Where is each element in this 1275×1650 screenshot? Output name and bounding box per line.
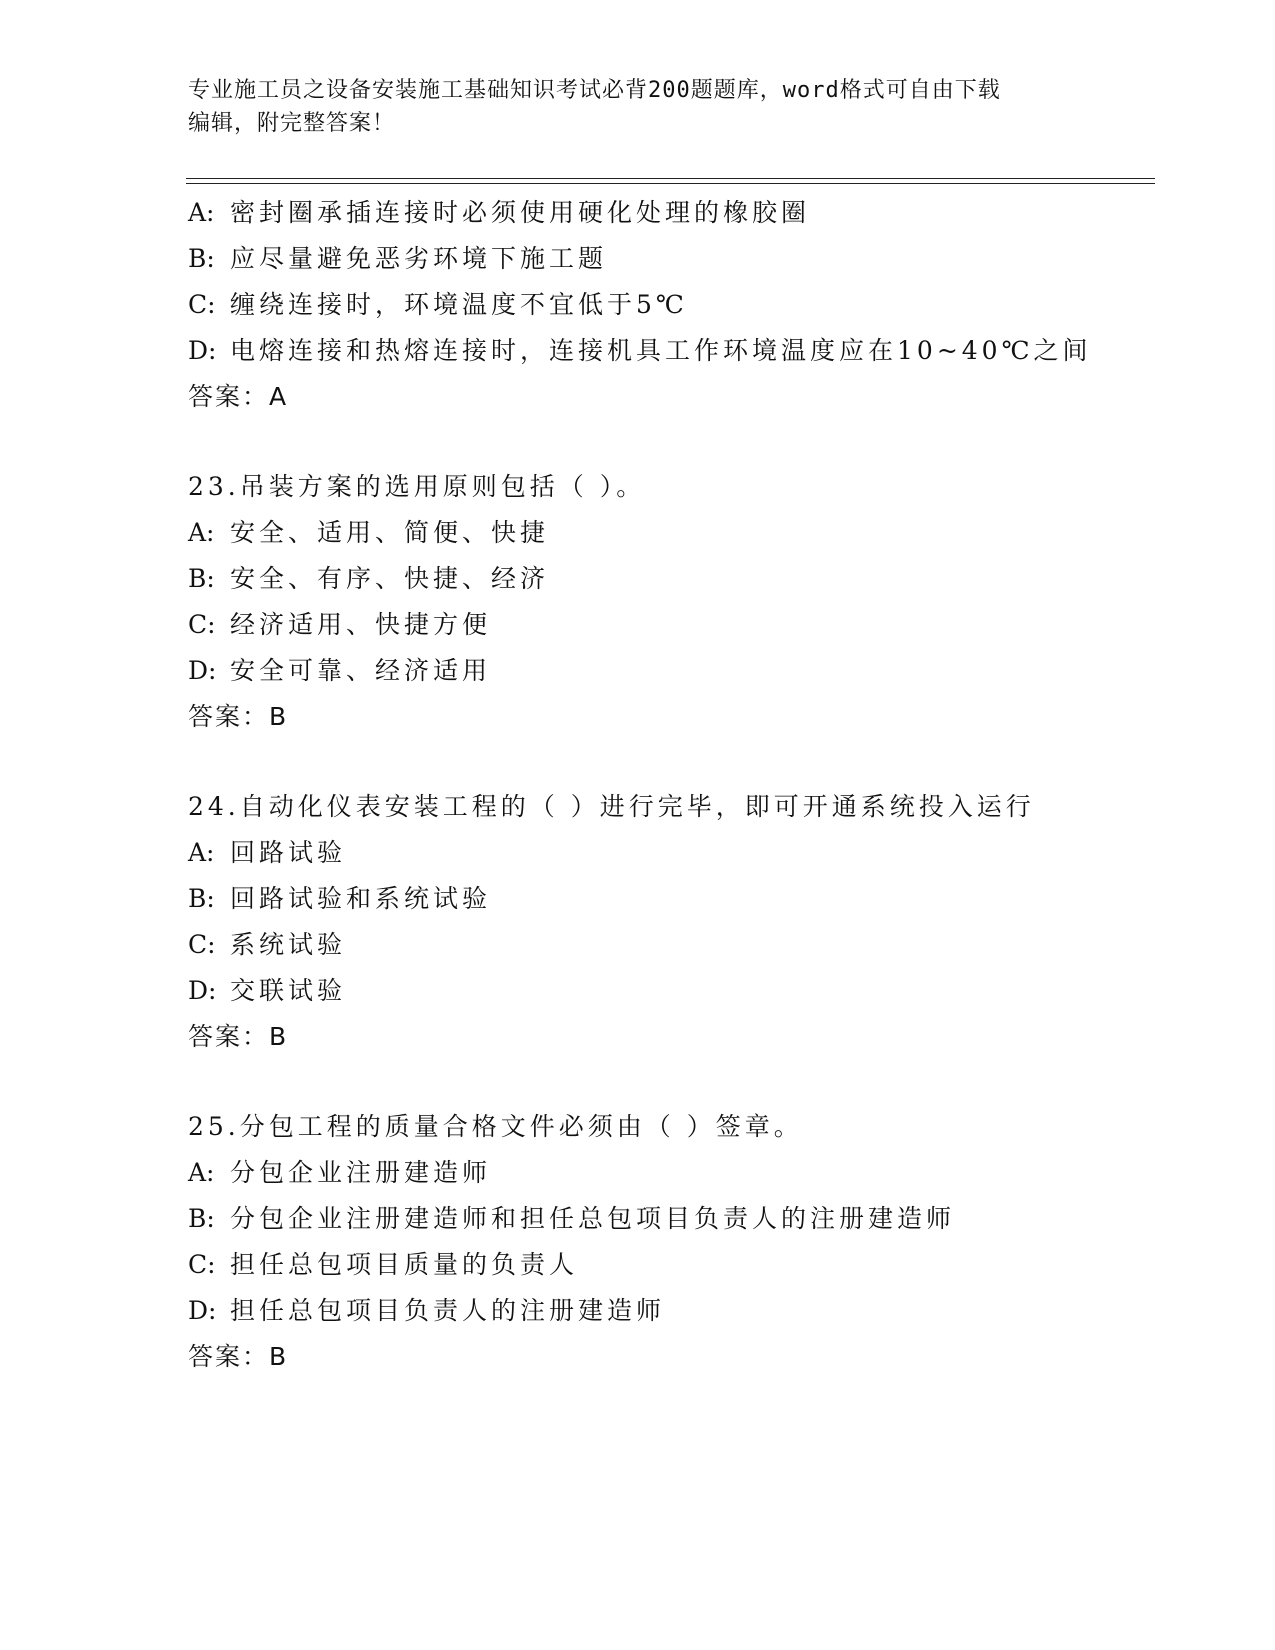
header-divider-top [186, 178, 1155, 179]
option-letter: B: [188, 884, 215, 913]
option-text: 经济适用、快捷方便 [230, 610, 492, 639]
option-b [188, 876, 1168, 922]
option-letter: D: [188, 656, 217, 685]
question-block [188, 1104, 1168, 1380]
option-letter: B: [188, 244, 215, 273]
option-letter: A: [188, 1158, 215, 1187]
option-letter: A: [188, 838, 215, 867]
option-d [188, 328, 1168, 374]
option-text: 密封圈承插连接时必须使用硬化处理的橡胶圈 [230, 198, 811, 227]
question-list [188, 190, 1168, 1424]
option-d [188, 968, 1168, 1014]
question-block [188, 464, 1168, 740]
option-letter: B: [188, 1204, 215, 1233]
option-text: 担任总包项目负责人的注册建造师 [230, 1296, 666, 1325]
answer-line: 答案：B [188, 1342, 289, 1371]
option-text: 回路试验和系统试验 [230, 884, 492, 913]
option-letter: C: [188, 290, 216, 319]
option-letter: C: [188, 930, 216, 959]
question-text: 23.吊装方案的选用原则包括（ ）。 [188, 472, 646, 501]
option-text: 安全、适用、简便、快捷 [230, 518, 550, 547]
option-b [188, 556, 1168, 602]
option-c [188, 1242, 1168, 1288]
option-b [188, 1196, 1168, 1242]
option-text: 分包企业注册建造师和担任总包项目负责人的注册建造师 [230, 1204, 956, 1233]
question-text: 24.自动化仪表安装工程的（ ）进行完毕，即可开通系统投入运行 [188, 792, 1035, 821]
option-text: 缠绕连接时，环境温度不宜低于5℃ [230, 290, 688, 319]
option-c [188, 602, 1168, 648]
option-text: 分包企业注册建造师 [230, 1158, 492, 1187]
header-divider-bottom [186, 183, 1155, 184]
option-text: 安全、有序、快捷、经济 [230, 564, 550, 593]
question-text: 25.分包工程的质量合格文件必须由（ ）签章。 [188, 1112, 803, 1141]
header-line-1: 专业施工员之设备安装施工基础知识考试必背200题题库，word格式可自由下载 [188, 78, 1001, 103]
option-a [188, 510, 1168, 556]
option-c [188, 922, 1168, 968]
option-a [188, 1150, 1168, 1196]
option-text: 交联试验 [230, 976, 347, 1005]
option-a [188, 830, 1168, 876]
option-letter: D: [188, 976, 217, 1005]
option-c [188, 282, 1168, 328]
option-a [188, 190, 1168, 236]
option-letter: D: [188, 336, 217, 365]
option-text: 电熔连接和热熔连接时，连接机具工作环境温度应在10~40℃之间 [230, 336, 1092, 365]
option-letter: C: [188, 1250, 216, 1279]
answer-line: 答案：B [188, 702, 289, 731]
option-text: 安全可靠、经济适用 [230, 656, 492, 685]
option-text: 系统试验 [230, 930, 347, 959]
option-text: 回路试验 [230, 838, 347, 867]
option-d [188, 1288, 1168, 1334]
option-letter: C: [188, 610, 216, 639]
question-block [188, 190, 1168, 420]
question-block [188, 784, 1168, 1060]
option-text: 担任总包项目质量的负责人 [230, 1250, 579, 1279]
header-line-2: 编辑，附完整答案！ [188, 111, 396, 136]
option-letter: A: [188, 518, 215, 547]
option-b [188, 236, 1168, 282]
option-d [188, 648, 1168, 694]
option-letter: D: [188, 1296, 217, 1325]
answer-line: 答案：A [188, 382, 289, 411]
option-letter: A: [188, 198, 215, 227]
option-letter: B: [188, 564, 215, 593]
document-header [188, 74, 1088, 140]
option-text: 应尽量避免恶劣环境下施工题 [230, 244, 608, 273]
answer-line: 答案：B [188, 1022, 289, 1051]
